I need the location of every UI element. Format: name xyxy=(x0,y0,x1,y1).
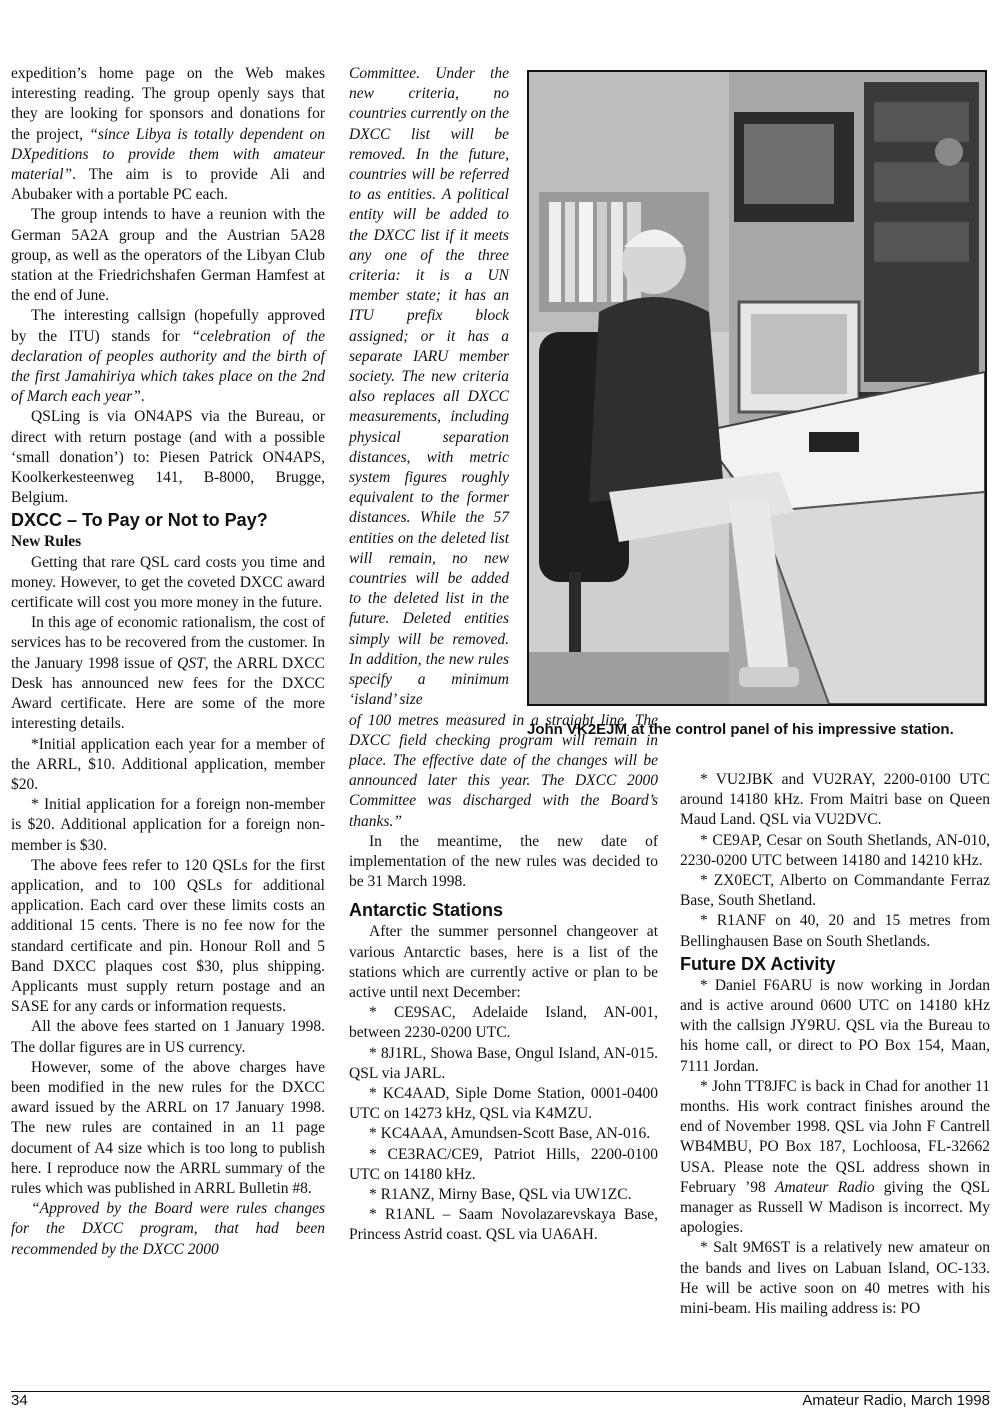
list-item: * ZX0ECT, Alberto on Commandante Ferraz Base, South Shetland. xyxy=(680,872,990,910)
paragraph-quote-wide: of 100 metres measured in a straight line. The DXCC field checking program will remain in place. The effective date of the changes will be announced later this year. The DXCC 2000 Committee was discharged with the Board’s thanks.” xyxy=(349,711,658,830)
publication-footer: Amateur Radio, March 1998 xyxy=(802,1392,990,1409)
photo-caption: John VK2EJM at the control panel of his impressive station. xyxy=(527,721,954,738)
list-item: * CE9AP, Cesar on South Shetlands, AN-010, 2230-0200 UTC between 14180 and 14210 kHz. xyxy=(680,831,990,869)
list-item: * CE9SAC, Adelaide Island, AN-001, between 2230-0200 UTC. xyxy=(349,1004,658,1042)
paragraph-quote-narrow: Committee. Under the new criteria, no countries currently on the DXCC list will be removed. In the future, countries will be referred to as entities. A political entity will be added to the DXCC list if it meets any one of the three criteria: it is a UN member state; it has an ITU prefix block assigned; or it has a separate IARU member society. The new criteria also replaces all DXCC measurements, including physical separation distances, with metric system figures roughly equivalent to the former distances. While the 57 entities on the deleted list will remain, no new countries will be added to the deleted list in the future. Deleted entities simply will be removed. In addition, the new rules specify a minimum ‘island’ size xyxy=(349,65,509,709)
page-number: 34 xyxy=(11,1392,28,1409)
paragraph: Getting that rare QSL card costs you time and money. However, to get the coveted DXCC award certificate will cost you more money in the future. xyxy=(11,553,325,612)
paragraph: * Daniel F6ARU is now working in Jordan and is active around 0600 UTC on 14180 kHz with the callsign JY9RU. QSL via the Bureau to his home call, or direct to PO Box 154, Maan, 7111 Jordan. xyxy=(680,976,990,1075)
paragraph: The group intends to have a reunion with the German 5A2A group and the Austrian 5A28 group, as well as the operators of the Libyan Club station at the Friedrichshafen German Hamfest at the end of June. xyxy=(11,206,325,305)
paragraph: After the summer personnel changeover at various Antarctic bases, here is a list of the stations which are currently active or plan to be active until next December: xyxy=(349,923,658,1001)
paragraph: The above fees refer to 120 QSLs for the first application, and to 100 QSLs for additional application. Each card over these limits costs an additional 15 cents. There is no fee now for the standard certificate and pin. Honour Roll and 5 Band DXCC plaques cost $30, plus shipping. Applicants must supply return postage and an SASE for any cards or information requests. xyxy=(11,856,325,1016)
station-photo xyxy=(527,70,987,706)
station-photo-illustration xyxy=(529,72,985,704)
column-left xyxy=(11,64,325,1260)
paragraph-quote: “Approved by the Board were rules changes for the DXCC program, that had been recommended by the DXCC 2000 xyxy=(11,1200,325,1258)
paragraph: All the above fees started on 1 January 1998. The dollar figures are in US currency. xyxy=(11,1018,325,1056)
list-item: * R1ANZ, Mirny Base, QSL via UW1ZC. xyxy=(369,1185,632,1203)
subheading-new-rules: New Rules xyxy=(11,533,82,551)
paragraph: *Initial application each year for a member of the ARRL, $10. Additional application, member $20. xyxy=(11,735,325,793)
list-item: * KC4AAD, Siple Dome Station, 0001-0400 UTC on 14273 kHz, QSL via K4MZU. xyxy=(349,1084,658,1123)
list-item: * R1ANL – Saam Novolazarevskaya Base, Princess Astrid coast. QSL via UA6AH. xyxy=(349,1206,658,1244)
paragraph: expedition’s home page on the Web makes interesting reading. The group openly says that they are looking for sponsors and donations for the project, “since Libya is totally dependent on DXpeditions to provide them with amateur material”. The aim is to provide Ali and Abubaker with a portable PC each. xyxy=(11,65,325,204)
section-heading-dxcc: DXCC – To Pay or Not to Pay? xyxy=(11,510,268,531)
paragraph: In the meantime, the new date of implementation of the new rules was decided to be 31 March 1998. xyxy=(349,832,658,891)
paragraph: In this age of economic rationalism, the cost of services has to be recovered from the customer. In the January 1998 issue of QST, the ARRL DXCC Desk has announced new fees for the DXCC Award certificate. Here are some of the more interesting details. xyxy=(11,614,325,733)
paragraph: * Initial application for a foreign non-member is $20. Additional application for a foreign non-member is $30. xyxy=(11,796,325,854)
paragraph: QSLing is via ON4APS via the Bureau, or direct with return postage (and with a possible ‘small donation’) to: Piesen Patrick ON4APS, Koolkerkesteenweg 141, B-8000, Brugge, Belgium. xyxy=(11,408,325,507)
list-item: * R1ANF on 40, 20 and 15 metres from Bellinghausen Base on South Shetlands. xyxy=(680,912,990,950)
paragraph: The interesting callsign (hopefully approved by the ITU) stands for “celebration of the declaration of peoples authority and the birth of the first Jamahiriya which takes place on the 2nd of March each year”. xyxy=(11,307,326,406)
list-item: * 8J1RL, Showa Base, Ongul Island, AN-015. QSL via JARL. xyxy=(349,1044,658,1082)
column-right xyxy=(680,770,990,1319)
section-heading-future-dx: Future DX Activity xyxy=(680,953,836,974)
paragraph: * Salt 9M6ST is a relatively new amateur on the bands and lives on Labuan Island, OC-133. He will be active soon on 40 metres with his mini-beam. His mailing address is: PO xyxy=(680,1239,990,1318)
paragraph: However, some of the above charges have been modified in the new rules for the DXCC award issued by the ARRL on 17 January 1998. The new rules are contained in an 11 page document of A4 size which is too long to publish here. I reproduce now the ARRL summary of the rules which was published in ARRL Bulletin #8. xyxy=(11,1058,325,1197)
list-item: * CE3RAC/CE9, Patriot Hills, 2200-0100 UTC on 14180 kHz. xyxy=(349,1145,658,1183)
section-heading-antarctic: Antarctic Stations xyxy=(349,900,504,921)
paragraph: * John TT8JFC is back in Chad for another 11 months. His work contract finishes around the end of November 1998. QSL via John F Cantrell WB4MBU, PO Box 187, Lochloosa, FL-32662 USA. Please note the QSL address shown in February ’98 Amateur Radio giving the QSL manager as Russell W Madison is incorrect. My apologies. xyxy=(680,1077,990,1237)
list-item: * KC4AAA, Amundsen-Scott Base, AN-016. xyxy=(369,1125,651,1143)
list-item: * VU2JBK and VU2RAY, 2200-0100 UTC around 14180 kHz. From Maitri base on Queen Maud Land. QSL via VU2DVC. xyxy=(680,771,990,829)
